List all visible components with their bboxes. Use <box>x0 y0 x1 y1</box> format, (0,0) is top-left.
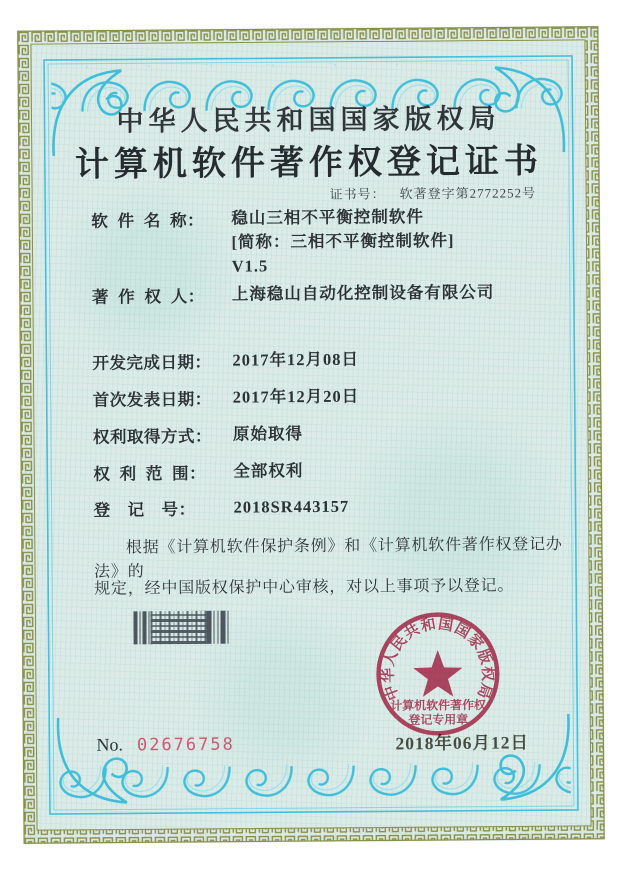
field-row-dev-complete-date <box>92 348 359 374</box>
field-row-rights-scope <box>93 459 303 485</box>
serial-number: 02676758 <box>136 734 235 756</box>
software-version: V1.5 <box>231 256 269 276</box>
field-row-software-name <box>91 205 455 280</box>
serial-label: No. <box>96 734 124 755</box>
field-label: 软 件 名 称： <box>91 210 205 231</box>
field-row-first-publish-date <box>93 385 360 411</box>
certificate <box>17 26 605 845</box>
field-value <box>231 205 455 279</box>
barcode <box>133 611 229 645</box>
seal-ring-text: 中华人民共和国国家版权局 <box>380 616 495 703</box>
issuer-title: 中华人民共和国国家版权局 <box>116 103 501 137</box>
seal-line1: 计算机软件著作权 <box>390 698 486 713</box>
document-title: 计算机软件著作权登记证书 <box>74 143 544 184</box>
registration-number: 2018SR443157 <box>233 496 350 517</box>
dev-complete-date: 2017年12月08日 <box>232 349 359 370</box>
field-label: 首次发表日期： <box>92 389 212 410</box>
field-label: 著 作 权 人： <box>91 286 205 307</box>
field-row-registration-number <box>93 495 349 521</box>
software-short-name: [简称：三相不平衡控制软件] <box>231 230 455 252</box>
acquisition-method: 原始取得 <box>232 424 304 444</box>
star-icon <box>413 650 463 697</box>
official-seal <box>370 605 505 740</box>
copyright-owner: 上海稳山自动化控制设备有限公司 <box>231 282 495 304</box>
barcode-data-modules <box>150 611 206 644</box>
statement-line-1: 根据《计算机软件保护条例》和《计算机软件著作权登记办法》的 <box>94 536 563 581</box>
statement-line-2: 规定，经中国版权保护中心审核，对以上事项予以登记。 <box>94 577 515 598</box>
certificate-number-value: 软著登字第2772252号 <box>399 185 537 202</box>
serial-number-row <box>96 734 235 756</box>
certificate-number-label: 证书号： <box>329 186 386 202</box>
field-row-acquisition-method <box>93 422 303 448</box>
field-label: 开发完成日期： <box>92 352 212 373</box>
field-label: 权 利 范 围： <box>93 463 207 484</box>
seal-line2: 登记专用章 <box>408 712 469 727</box>
rights-scope: 全部权利 <box>233 461 304 481</box>
barcode-start-bars <box>133 611 150 644</box>
barcode-stop-bars <box>206 611 229 644</box>
field-label: 登 记 号： <box>93 499 196 520</box>
issue-date: 2018年06月12日 <box>395 732 529 754</box>
certificate-number <box>329 182 536 203</box>
first-publish-date: 2017年12月20日 <box>232 386 360 407</box>
software-name: 稳山三相不平衡控制软件 <box>231 207 424 228</box>
field-row-copyright-owner <box>92 281 495 308</box>
field-label: 权利取得方式： <box>92 426 213 447</box>
